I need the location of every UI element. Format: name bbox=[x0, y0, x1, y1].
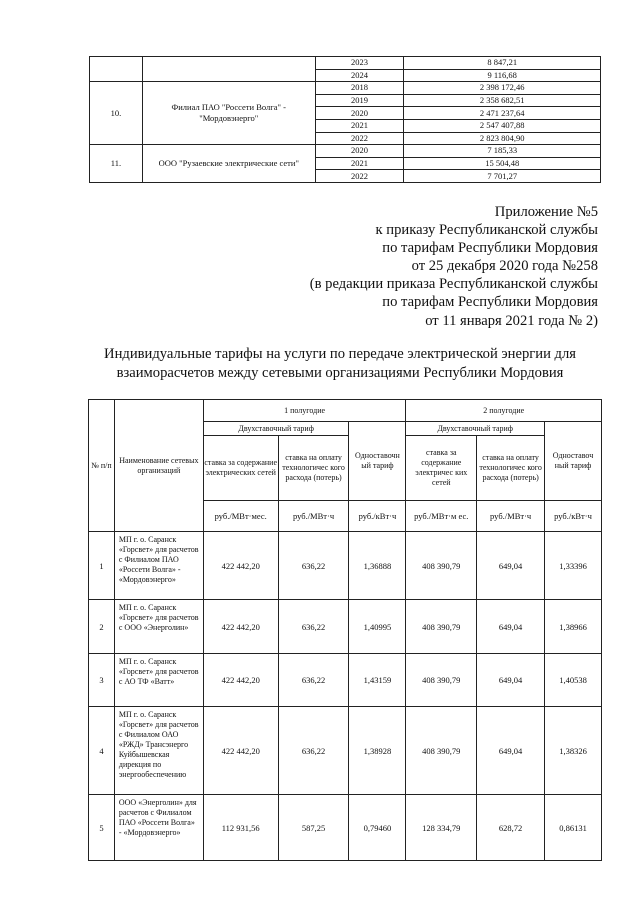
year-cell: 2022 bbox=[315, 132, 404, 145]
year-cell: 2018 bbox=[315, 82, 404, 95]
annual-values-table bbox=[89, 56, 601, 183]
table-row bbox=[90, 82, 601, 95]
rate-maint-2: 408 390,79 bbox=[406, 707, 477, 795]
appendix-line: (в редакции приказа Республиканской службы bbox=[309, 276, 598, 293]
single-rate-1: 0,79460 bbox=[349, 795, 406, 861]
rate-maint-2: 128 334,79 bbox=[406, 795, 477, 861]
single-rate-2: 1,33396 bbox=[545, 532, 602, 600]
value-cell: 8 847,21 bbox=[404, 57, 601, 70]
rate-loss-1: 636,22 bbox=[278, 600, 349, 654]
table-row bbox=[90, 57, 601, 70]
value-cell: 2 398 172,46 bbox=[404, 82, 601, 95]
value-cell: 7 701,27 bbox=[404, 170, 601, 183]
rate-maint-1: 422 442,20 bbox=[203, 654, 278, 707]
org-name: МП г. о. Саранск «Горсвет» для расчетов с Филиалом ПАО «Россети Волга» - «Мордовэнерго» bbox=[114, 532, 203, 600]
appendix-header bbox=[310, 203, 598, 330]
header-rate-maint-1: ставка за содержание электрических сетей bbox=[203, 436, 278, 501]
value-cell: 2 547 407,88 bbox=[404, 119, 601, 132]
appendix-line: от 25 декабря 2020 года №258 bbox=[411, 258, 598, 275]
value-cell: 9 116,68 bbox=[404, 69, 601, 82]
header-two-part-1: Двухставочный тариф bbox=[203, 422, 349, 436]
value-cell: 2 358 682,51 bbox=[404, 94, 601, 107]
org-name: МП г. о. Саранск «Горсвет» для расчетов с Филиалом ОАО «РЖД» Трансэнерго Куйбышевская дирекция по энергообеспечению bbox=[114, 707, 203, 795]
row-number: 4 bbox=[89, 707, 115, 795]
year-cell: 2020 bbox=[315, 145, 404, 158]
year-cell: 2019 bbox=[315, 94, 404, 107]
unit-cell: руб./МВт·мес. bbox=[203, 501, 278, 532]
unit-cell: руб./МВт·м ес. bbox=[406, 501, 477, 532]
unit-cell: руб./кВт·ч bbox=[545, 501, 602, 532]
row-number: 3 bbox=[89, 654, 115, 707]
title-line: взаиморасчетов между сетевыми организациями Республики Мордовия bbox=[116, 364, 564, 381]
org-name: ООО "Рузаевские электрические сети" bbox=[142, 145, 315, 183]
year-cell: 2021 bbox=[315, 157, 404, 170]
row-number: 2 bbox=[89, 600, 115, 654]
single-rate-1: 1,40995 bbox=[349, 600, 406, 654]
org-name: ООО «Энерголин» для расчетов с Филиалом ПАО «Россети Волга» - «Мордовэнерго» bbox=[114, 795, 203, 861]
year-cell: 2020 bbox=[315, 107, 404, 120]
year-cell: 2022 bbox=[315, 170, 404, 183]
header-two-part-2: Двухставочный тариф bbox=[406, 422, 545, 436]
appendix-line: Приложение №5 bbox=[494, 204, 598, 220]
unit-cell: руб./кВт·ч bbox=[349, 501, 406, 532]
appendix-line: к приказу Республиканской службы bbox=[375, 222, 598, 239]
value-cell: 2 471 237,64 bbox=[404, 107, 601, 120]
rate-maint-1: 422 442,20 bbox=[203, 600, 278, 654]
row-number: 1 bbox=[89, 532, 115, 600]
rate-maint-1: 422 442,20 bbox=[203, 532, 278, 600]
rate-maint-2: 408 390,79 bbox=[406, 532, 477, 600]
table-row bbox=[89, 707, 602, 795]
header-rate-loss-1: ставка на оплату технологичес кого расхода (потерь) bbox=[278, 436, 349, 501]
rate-loss-1: 587,25 bbox=[278, 795, 349, 861]
appendix-line: от 11 января 2021 года № 2) bbox=[425, 312, 598, 329]
row-number: 5 bbox=[89, 795, 115, 861]
org-name: МП г. о. Саранск «Горсвет» для расчетов с АО ТФ «Ватт» bbox=[114, 654, 203, 707]
single-rate-2: 1,40538 bbox=[545, 654, 602, 707]
rate-maint-2: 408 390,79 bbox=[406, 654, 477, 707]
header-half-2: 2 полугодие bbox=[406, 400, 602, 422]
rate-loss-2: 628,72 bbox=[477, 795, 545, 861]
header-single-1: Одноставочн ый тариф bbox=[349, 422, 406, 501]
unit-cell: руб./МВт·ч bbox=[278, 501, 349, 532]
header-no: № п/п bbox=[89, 400, 115, 532]
table-row bbox=[89, 795, 602, 861]
header-single-2: Одноставоч ный тариф bbox=[545, 422, 602, 501]
year-cell: 2021 bbox=[315, 119, 404, 132]
header-org-name: Наименование сетевых организаций bbox=[114, 400, 203, 532]
rate-maint-2: 408 390,79 bbox=[406, 600, 477, 654]
rate-loss-1: 636,22 bbox=[278, 532, 349, 600]
single-rate-2: 1,38966 bbox=[545, 600, 602, 654]
appendix-line: по тарифам Республики Мордовия bbox=[382, 294, 598, 311]
rate-loss-2: 649,04 bbox=[477, 654, 545, 707]
single-rate-2: 0,86131 bbox=[545, 795, 602, 861]
header-rate-maint-2: ставка за содержание электричес ких сетей bbox=[406, 436, 477, 501]
org-name: Филиал ПАО "Россети Волга" - "Мордовэнерго" bbox=[142, 82, 315, 145]
title-line: Индивидуальные тарифы на услуги по передаче электрической энергии для bbox=[104, 346, 576, 362]
unit-cell: руб./МВт·ч bbox=[477, 501, 545, 532]
rate-loss-2: 649,04 bbox=[477, 600, 545, 654]
tariff-table bbox=[88, 399, 602, 861]
value-cell: 2 823 804,90 bbox=[404, 132, 601, 145]
rate-loss-1: 636,22 bbox=[278, 707, 349, 795]
appendix-line: по тарифам Республики Мордовия bbox=[382, 240, 598, 257]
single-rate-1: 1,38928 bbox=[349, 707, 406, 795]
row-number: 10. bbox=[90, 82, 143, 145]
document-title bbox=[40, 345, 640, 382]
year-cell: 2023 bbox=[315, 57, 404, 70]
year-cell: 2024 bbox=[315, 69, 404, 82]
single-rate-1: 1,36888 bbox=[349, 532, 406, 600]
table-row bbox=[90, 145, 601, 158]
rate-loss-2: 649,04 bbox=[477, 707, 545, 795]
header-row bbox=[89, 400, 602, 422]
org-name: МП г. о. Саранск «Горсвет» для расчетов с ООО «Энерголин» bbox=[114, 600, 203, 654]
single-rate-1: 1,43159 bbox=[349, 654, 406, 707]
single-rate-2: 1,38326 bbox=[545, 707, 602, 795]
value-cell: 7 185,33 bbox=[404, 145, 601, 158]
rate-loss-2: 649,04 bbox=[477, 532, 545, 600]
header-half-1: 1 полугодие bbox=[203, 400, 406, 422]
table-row bbox=[89, 600, 602, 654]
rate-maint-1: 112 931,56 bbox=[203, 795, 278, 861]
table-row bbox=[89, 654, 602, 707]
row-number: 11. bbox=[90, 145, 143, 183]
value-cell: 15 504,48 bbox=[404, 157, 601, 170]
rate-maint-1: 422 442,20 bbox=[203, 707, 278, 795]
table-row bbox=[89, 532, 602, 600]
rate-loss-1: 636,22 bbox=[278, 654, 349, 707]
header-rate-loss-2: ставка на оплату технологичес кого расхода (потерь) bbox=[477, 436, 545, 501]
